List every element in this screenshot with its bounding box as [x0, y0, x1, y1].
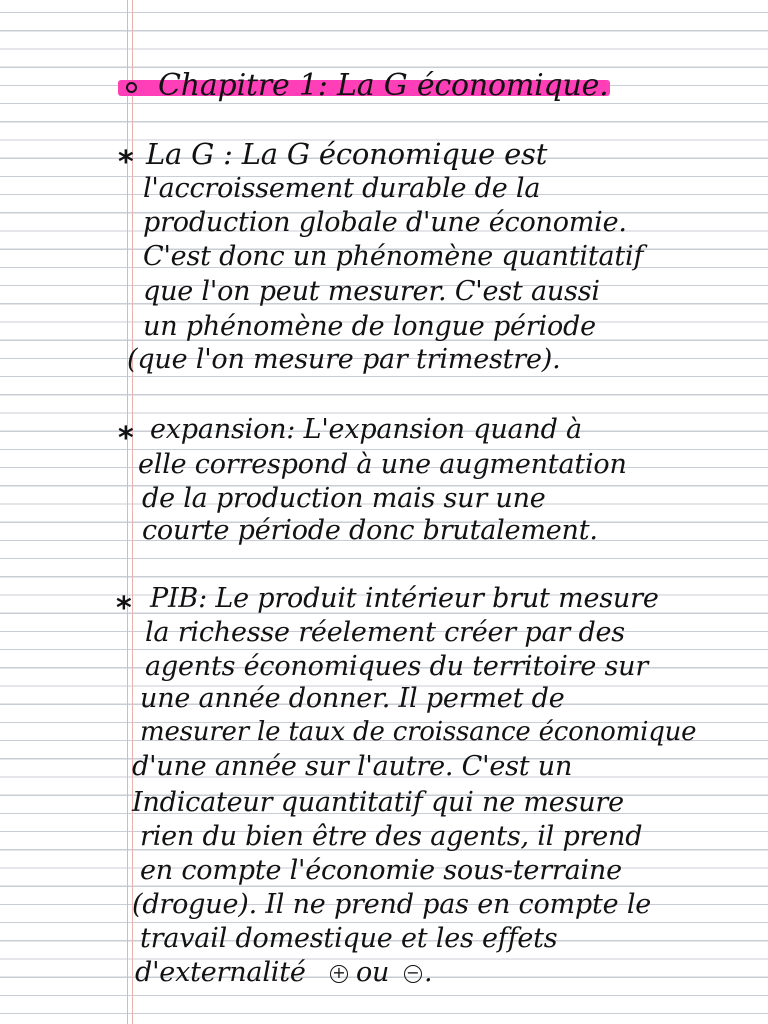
note-line: Indicateur quantitatif qui ne mesure	[132, 787, 624, 818]
note-line: ou	[356, 957, 390, 988]
note-line: la richesse réelement créer par des	[145, 617, 625, 648]
chapter-title: Chapitre 1: La G économique.	[158, 68, 609, 103]
note-line: que l'on peut mesurer. C'est aussi	[143, 276, 600, 307]
note-line: d'une année sur l'autre. C'est un	[132, 751, 573, 782]
note-line: rien du bien être des agents, il prend	[140, 821, 643, 852]
asterisk-bullet-icon: *	[116, 591, 132, 626]
note-line: de la production mais sur une	[142, 483, 546, 514]
note-line: C'est donc un phénomène quantitatif	[143, 241, 644, 272]
circled-minus-icon: −	[404, 965, 422, 983]
note-line: production globale d'une économie.	[143, 207, 627, 238]
asterisk-bullet-icon: *	[118, 421, 134, 456]
note-line: courte période donc brutalement.	[142, 515, 598, 546]
note-line: (drogue). Il ne prend pas en compte le	[132, 889, 652, 920]
note-line: d'externalité	[135, 957, 306, 988]
note-line: travail domestique et les effets	[140, 923, 558, 954]
circled-plus-icon: +	[330, 965, 348, 983]
circle-bullet-icon	[126, 82, 137, 93]
note-line: agents économiques du territoire sur	[145, 651, 649, 682]
asterisk-bullet-icon: *	[118, 145, 134, 180]
chapter-heading	[118, 62, 618, 108]
note-line: La G : La G économique est	[146, 137, 548, 171]
note-line: mesurer le taux de croissance économique	[140, 717, 697, 747]
note-line: en compte l'économie sous-terraine	[140, 855, 622, 886]
note-line: une année donner. Il permet de	[140, 683, 565, 714]
note-line: PIB: Le produit intérieur brut mesure	[150, 583, 659, 614]
note-line: l'accroissement durable de la	[143, 173, 541, 204]
note-line: elle correspond à une augmentation	[138, 449, 627, 480]
note-line: un phénomène de longue période	[143, 311, 596, 342]
note-line: expansion: L'expansion quand à	[150, 414, 582, 445]
end-period: .	[424, 957, 433, 988]
note-line: (que l'on mesure par trimestre).	[127, 344, 561, 375]
